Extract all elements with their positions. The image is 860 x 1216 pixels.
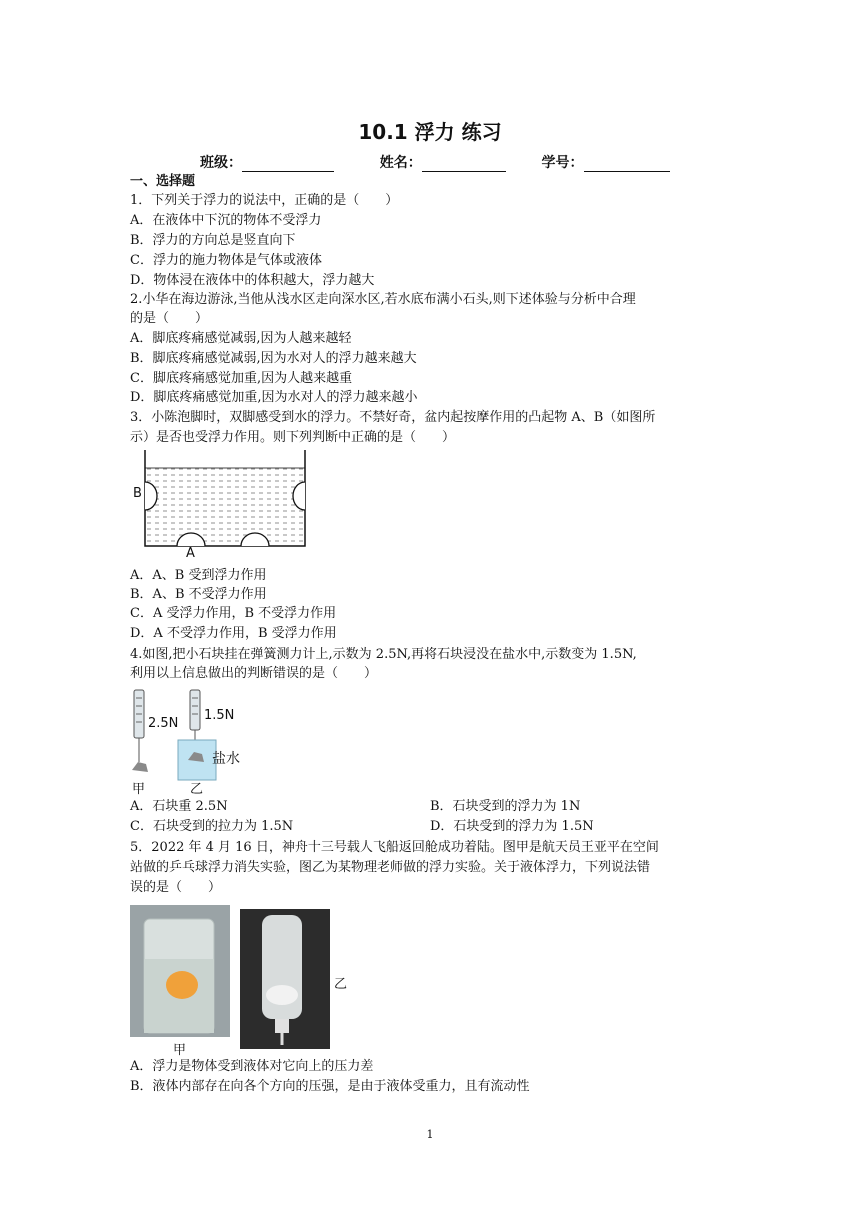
q4-option-b: B．石块受到的浮力为 1N xyxy=(430,799,581,814)
number-label: 学号： xyxy=(541,155,584,171)
q3-option-c: C．A 受浮力作用，B 不受浮力作用 xyxy=(130,606,337,621)
q1-option-a: A．在液体中下沉的物体不受浮力 xyxy=(130,213,322,228)
q2-stem-line1: 2.小华在海边游泳,当他从浅水区走向深水区,若水底布满小石头,则下述体验与分析中合理 xyxy=(130,292,636,307)
q1-option-b: B．浮力的方向总是竖直向下 xyxy=(130,233,296,248)
label-jia: 甲 xyxy=(132,782,146,797)
q2-stem-line2: 的是（ ） xyxy=(130,311,209,326)
q5-option-a: A．浮力是物体受到液体对它向上的压力差 xyxy=(130,1059,374,1074)
q5-option-b: B．液体内部存在向各个方向的压强，是由于液体受重力，且有流动性 xyxy=(130,1079,530,1094)
class-blank xyxy=(242,157,334,172)
photo-label-jia: 甲 xyxy=(173,1043,187,1058)
saltwater-label: 盐水 xyxy=(212,751,240,767)
reading-yi: 1.5N xyxy=(204,708,235,723)
q1-option-d: D．物体浸在液体中的体积越大，浮力越大 xyxy=(130,273,375,288)
q2-option-c: C．脚底疼痛感觉加重,因为人越来越重 xyxy=(130,371,353,386)
q3-option-b: B．A、B 不受浮力作用 xyxy=(130,587,267,602)
class-label: 班级： xyxy=(200,155,242,171)
q5-stem-line3: 误的是（ ） xyxy=(130,880,222,895)
section-heading: 一、选择题 xyxy=(130,174,196,189)
scale-yi-body xyxy=(190,690,200,730)
q5-stem-line1: 5．2022 年 4 月 16 日，神舟十三号载人飞船返回舱成功着陆。图甲是航天员王亚平在空间 xyxy=(130,840,659,855)
photo-label-yi: 乙 xyxy=(334,977,348,992)
q4-option-c: C．石块受到的拉力为 1.5N xyxy=(130,819,294,834)
q4-option-a: A．石块重 2.5N xyxy=(130,799,228,814)
ping-pong-ball xyxy=(166,971,198,999)
q3-stem-line1: 3．小陈泡脚时，双脚感受到水的浮力。不禁好奇，盆内起按摩作用的凸起物 A、B（如图所 xyxy=(130,410,656,425)
stone-jia xyxy=(132,762,148,772)
bottle-neck xyxy=(275,1019,289,1033)
water-region xyxy=(145,468,305,546)
q1-option-c: C．浮力的施力物体是气体或液体 xyxy=(130,253,322,268)
photos xyxy=(130,903,360,1055)
page-number: 1 xyxy=(426,1128,434,1141)
q2-option-b: B．脚底疼痛感觉减弱,因为水对人的浮力越来越大 xyxy=(130,351,417,366)
q1-stem: 1．下列关于浮力的说法中，正确的是（ ） xyxy=(130,193,399,208)
q4-option-d: D．石块受到的浮力为 1.5N xyxy=(430,819,594,834)
name-blank xyxy=(422,157,506,172)
label-b: B xyxy=(133,486,142,501)
q3-option-a: A．A、B 受到浮力作用 xyxy=(130,568,267,583)
q4-stem-line1: 4.如图,把小石块挂在弹簧测力计上,示数为 2.5N,再将石块浸没在盐水中,示数变为 1.5N, xyxy=(130,647,637,662)
basin-diagram xyxy=(130,448,310,566)
reading-jia: 2.5N xyxy=(148,716,179,731)
q3-basin-figure xyxy=(130,448,310,566)
bottle-ball xyxy=(266,985,298,1005)
q4-stem-line2: 利用以上信息做出的判断错误的是（ ） xyxy=(130,666,378,681)
q5-stem-line2: 站做的乒乓球浮力消失实验，图乙为某物理老师做的浮力实验。关于液体浮力，下列说法错 xyxy=(130,860,651,875)
student-info-row xyxy=(200,152,670,172)
page-title: 10.1 浮力 练习 xyxy=(358,120,502,144)
name-label: 姓名： xyxy=(379,155,422,171)
label-a: A xyxy=(186,546,195,561)
number-blank xyxy=(584,157,670,172)
label-yi: 乙 xyxy=(190,782,204,797)
q2-option-d: D．脚底疼痛感觉加重,因为水对人的浮力越来越小 xyxy=(130,390,418,405)
q4-spring-scale-figure xyxy=(128,688,258,796)
q3-stem-line2: 示）是否也受浮力作用。则下列判断中正确的是（ ） xyxy=(130,430,456,445)
q3-option-d: D．A 不受浮力作用，B 受浮力作用 xyxy=(130,626,337,641)
q2-option-a: A．脚底疼痛感觉减弱,因为人越来越轻 xyxy=(130,331,352,346)
q5-photo-figure xyxy=(130,903,360,1058)
